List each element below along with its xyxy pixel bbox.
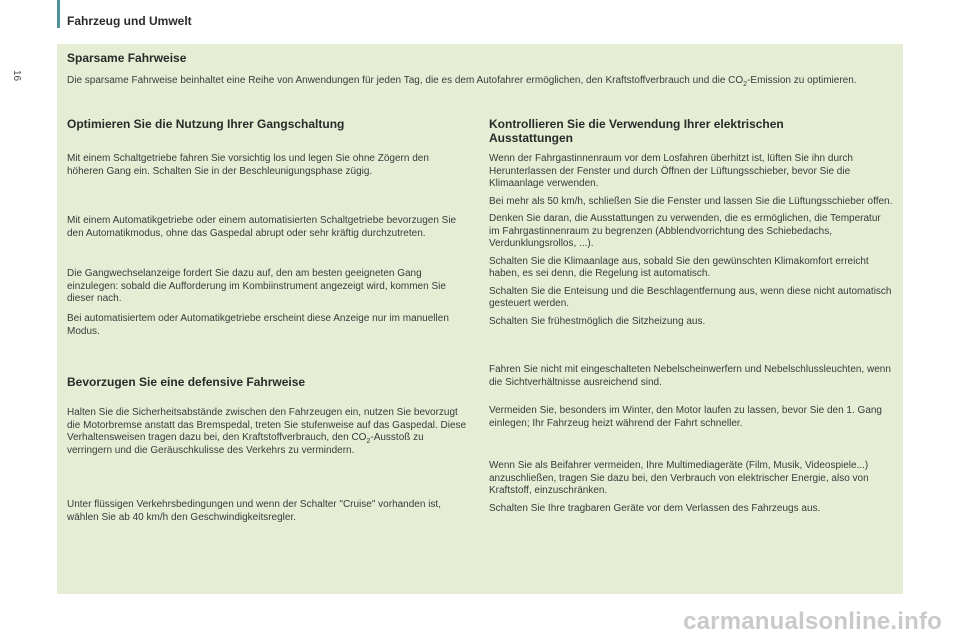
- electric-title: Kontrollieren Sie die Verwendung Ihrer elektrischen Ausstattungen: [489, 117, 784, 145]
- intro-title: Sparsame Fahrweise: [67, 51, 187, 65]
- defensive-paragraph-2: Unter flüssigen Verkehrsbedingungen und wenn der Schalter "Cruise" vorhanden ist, wählen Sie ab 40 km/h den Geschwindigkeitsregler.: [67, 499, 441, 523]
- electric-paragraph-8: Vermeiden Sie, besonders im Winter, den Motor laufen zu lassen, bevor Sie den 1. Gang einlegen; Ihr Fahrzeug heizt während der Fahrt schneller.: [489, 405, 882, 429]
- content-panel: [57, 44, 903, 594]
- electric-p8-box: [489, 405, 899, 430]
- defensive-title-box: [67, 375, 467, 389]
- gear-p2-box: [67, 215, 467, 240]
- electric-paragraphs: [489, 153, 893, 328]
- electric-p9-10-box: [489, 460, 893, 515]
- defensive-p2-box: [67, 499, 471, 524]
- intro-section: [67, 51, 895, 88]
- gear-title-box: [67, 117, 467, 131]
- electric-paragraph-4: Schalten Sie die Klimaanlage aus, sobald Sie den gewünschten Klimakomfort erreicht haben, es sei denn, die Regelung ist automatisch.: [489, 255, 869, 279]
- defensive-paragraph-1: Halten Sie die Sicherheitsabstände zwischen den Fahrzeugen ein, nutzen Sie bevorzugt die Motorbremse anstatt das Bremspedal, treten Sie stufenweise auf das Gaspedal. Diese Verhaltensweisen tragen dazu bei, den Kraftstoffverbrauch, den $CO_2$-Ausstoß zu verringern und die Geräuschkulisse des Verkehrs zu vermindern.: [67, 407, 467, 456]
- electric-paragraph-3: Denken Sie daran, die Ausstattungen zu verwenden, die es ermöglichen, die Temperatur im Fahrgastinnenraum zu begrenzen (Abblendvorrichtung des Schiebedachs, Verdunklungsrollos, ...).: [489, 213, 881, 249]
- electric-paragraph-9: Wenn Sie als Beifahrer vermeiden, Ihre Multimediageräte (Film, Musik, Videospiele...) anzuschließen, tragen Sie dazu bei, den Verbrauch von elektrischer Energie, also von Kraftstoff, einzuschränken.: [489, 460, 869, 496]
- electric-p7-box: [489, 364, 893, 389]
- gear-p1-box: [67, 153, 467, 178]
- section-accent-bar: [57, 0, 60, 28]
- gear-p4-box: [67, 313, 467, 338]
- defensive-p1-box: [67, 407, 471, 457]
- page-number: 16: [11, 70, 22, 82]
- gear-paragraph-3: Die Gangwechselanzeige fordert Sie dazu auf, den am besten geeigneten Gang einzulegen: sobald die Aufforderung im Kombiinstrument angezeigt wird, kommen Sie dieser nach.: [67, 268, 446, 304]
- defensive-title: Bevorzugen Sie eine defensive Fahrweise: [67, 375, 306, 389]
- electric-paragraph-7: Fahren Sie nicht mit eingeschalteten Nebelscheinwerfern und Nebelschlussleuchten, wenn die Sichtverhältnisse ausreichend sind.: [489, 364, 891, 388]
- electric-paragraph-2: Bei mehr als 50 km/h, schließen Sie die Fenster und lassen Sie die Lüftungsschieber offen.: [489, 195, 893, 207]
- gear-p3-box: [67, 268, 467, 306]
- watermark: carmanualsonline.info: [683, 608, 942, 635]
- electric-paragraph-1: Wenn der Fahrgastinnenraum vor dem Losfahren überhitzt ist, lüften Sie ihn durch Herunterlassen der Fenster und durch Öffnen der Lüftungsschieber, bevor Sie die Klimaanlage verwenden.: [489, 153, 853, 189]
- intro-text: Die sparsame Fahrweise beinhaltet eine Reihe von Anwendungen für jeden Tag, die es dem Autofahrer ermöglichen, den Kraftstoffverbrauch und die $CO_2$-Emission zu optimieren.: [67, 75, 857, 88]
- section-title: Fahrzeug und Umwelt: [67, 14, 192, 28]
- electric-paragraph-6: Schalten Sie frühestmöglich die Sitzheizung aus.: [489, 315, 706, 327]
- gear-title: Optimieren Sie die Nutzung Ihrer Gangschaltung: [67, 117, 345, 131]
- electric-paragraph-10: Schalten Sie Ihre tragbaren Geräte vor dem Verlassen des Fahrzeugs aus.: [489, 502, 821, 514]
- electric-title-box: [489, 117, 809, 145]
- gear-paragraph-1: Mit einem Schaltgetriebe fahren Sie vorsichtig los und legen Sie ohne Zögern den höheren Gang ein. Schalten Sie in der Beschleunigungsphase zügig.: [67, 153, 429, 177]
- gear-paragraph-4: Bei automatisiertem oder Automatikgetriebe erscheint diese Anzeige nur im manuellen Modus.: [67, 313, 449, 337]
- electric-paragraph-5: Schalten Sie die Enteisung und die Beschlagentfernung aus, wenn diese nicht automatisch gesteuert werden.: [489, 285, 892, 309]
- gear-paragraph-2: Mit einem Automatikgetriebe oder einem automatisierten Schaltgetriebe bevorzugen Sie den Automatikmodus, ohne das Gaspedal abrupt oder sehr kräftig durchzutreten.: [67, 215, 457, 239]
